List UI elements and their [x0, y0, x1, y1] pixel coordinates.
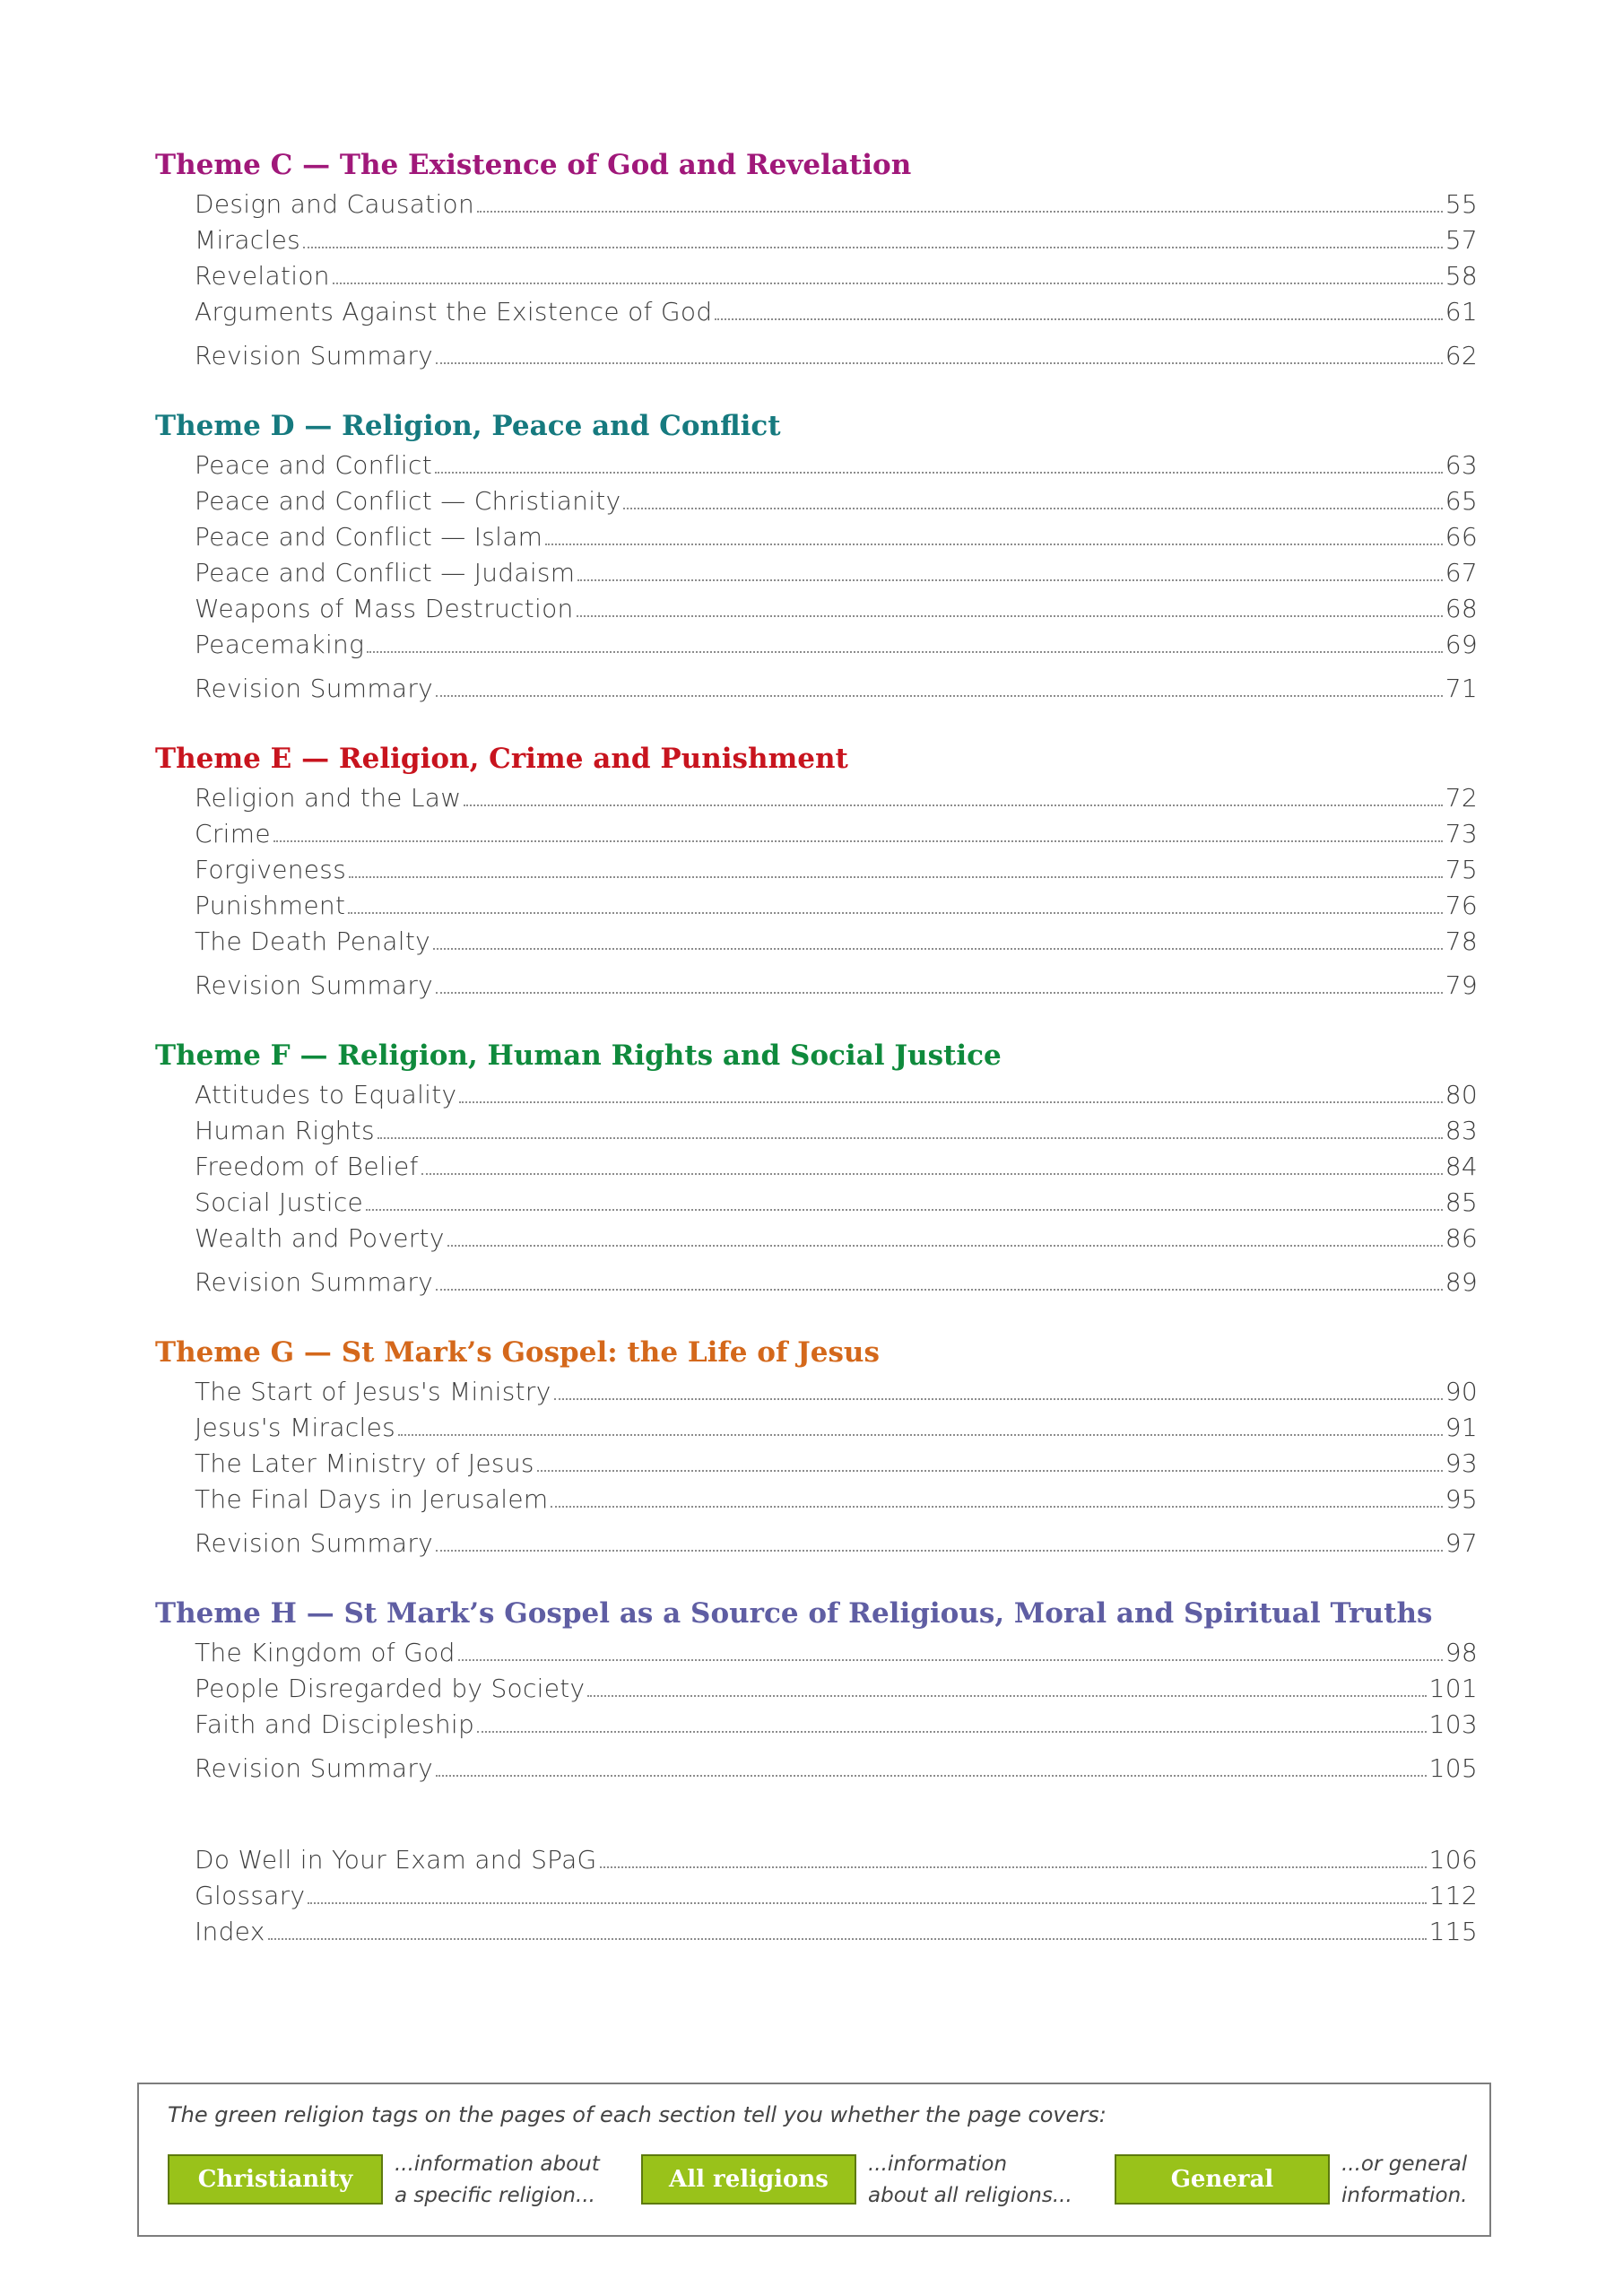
- theme-section: [155, 1331, 1478, 1561]
- contents-entry[interactable]: [195, 852, 1478, 888]
- page-number: 93: [1445, 1448, 1478, 1478]
- entry-title: Revision Summary: [195, 674, 434, 703]
- theme-heading[interactable]: Theme E — Religion, Crime and Punishment: [155, 743, 848, 775]
- contents-entry[interactable]: [195, 258, 1478, 294]
- page-number: 84: [1445, 1152, 1478, 1181]
- page-number: 58: [1445, 261, 1478, 291]
- page-number: 91: [1445, 1413, 1478, 1442]
- contents-entry[interactable]: [195, 448, 1478, 483]
- dot-leader: [367, 651, 1443, 653]
- contents-entry[interactable]: [195, 627, 1478, 663]
- tag-all-religions-description: ...information about all religions...: [868, 2152, 1072, 2207]
- tag-general: General: [1115, 2154, 1330, 2205]
- theme-heading[interactable]: Theme H — St Mark’s Gospel as a Source of Religious, Moral and Spiritual Truths: [155, 1597, 1433, 1630]
- entry-title: Faith and Discipleship: [195, 1709, 475, 1739]
- contents-entry[interactable]: [195, 1374, 1478, 1410]
- revision-summary-entry[interactable]: [195, 338, 1478, 374]
- contents-entry[interactable]: [195, 780, 1478, 816]
- tag-general-description: ...or general information.: [1341, 2152, 1468, 2207]
- revision-summary-entry[interactable]: [195, 671, 1478, 707]
- dot-leader: [554, 1398, 1443, 1400]
- dot-leader: [600, 1866, 1427, 1868]
- dot-leader: [545, 544, 1443, 545]
- entry-title: People Disregarded by Society: [195, 1674, 586, 1703]
- entry-title: Freedom of Belief: [195, 1152, 419, 1181]
- page-number: 61: [1445, 297, 1478, 326]
- entry-title: The Later Ministry of Jesus: [195, 1448, 534, 1478]
- theme-heading[interactable]: Theme D — Religion, Peace and Conflict: [155, 410, 781, 442]
- revision-summary-entry[interactable]: [195, 1265, 1478, 1300]
- page-number: 98: [1445, 1638, 1478, 1667]
- entry-title: Revision Summary: [195, 341, 434, 370]
- entry-title: Forgiveness: [195, 855, 347, 884]
- revision-summary-entry[interactable]: [195, 1526, 1478, 1561]
- entry-title: Human Rights: [195, 1116, 375, 1145]
- entry-title: Punishment: [195, 891, 346, 920]
- entry-title: The Kingdom of God: [195, 1638, 456, 1667]
- page-number: 55: [1445, 189, 1478, 219]
- dot-leader: [398, 1434, 1443, 1436]
- table-of-contents: [155, 144, 1478, 1950]
- entry-title: The Death Penalty: [195, 926, 430, 956]
- dot-leader: [464, 804, 1442, 806]
- entry-title: Revision Summary: [195, 1528, 434, 1558]
- dot-leader: [477, 1731, 1427, 1733]
- entry-title: Social Justice: [195, 1187, 364, 1217]
- entry-title: Revision Summary: [195, 970, 434, 1000]
- entry-title: Peace and Conflict: [195, 450, 432, 480]
- tag-christianity: Christianity: [168, 2154, 383, 2205]
- entry-title: Religion and the Law: [195, 783, 462, 813]
- page-number: 95: [1445, 1484, 1478, 1514]
- entry-title: Miracles: [195, 225, 300, 255]
- page-number: 79: [1445, 970, 1478, 1000]
- entry-title: Do Well in Your Exam and SPaG: [195, 1845, 597, 1874]
- dot-leader: [458, 1659, 1443, 1661]
- entry-title: Attitudes to Equality: [195, 1080, 457, 1109]
- entry-title: The Start of Jesus's Ministry: [195, 1377, 551, 1406]
- contents-entry[interactable]: [195, 888, 1478, 924]
- theme-list: [155, 144, 1478, 1787]
- dot-leader: [308, 1902, 1426, 1904]
- dot-leader: [303, 247, 1443, 248]
- page-number: 73: [1445, 819, 1478, 848]
- contents-entry[interactable]: [195, 1878, 1478, 1914]
- page-number: 78: [1445, 926, 1478, 956]
- extras-list: [155, 1842, 1478, 1950]
- dot-leader: [273, 840, 1443, 842]
- tag-all-religions: All religions: [641, 2154, 856, 2205]
- page-number: 80: [1445, 1080, 1478, 1109]
- theme-section: [155, 737, 1478, 1004]
- entry-title: Revision Summary: [195, 1753, 434, 1783]
- dot-leader: [436, 1289, 1443, 1291]
- entry-title: Jesus's Miracles: [195, 1413, 395, 1442]
- dot-leader: [436, 362, 1443, 364]
- contents-entry[interactable]: [195, 483, 1478, 519]
- dot-leader: [421, 1173, 1443, 1175]
- contents-entry[interactable]: [195, 1446, 1478, 1482]
- religion-tags-legend: [137, 2083, 1491, 2237]
- dot-leader: [459, 1101, 1442, 1103]
- page-number: 75: [1445, 855, 1478, 884]
- dot-leader: [348, 912, 1443, 914]
- dot-leader: [577, 579, 1442, 581]
- dot-leader: [436, 695, 1443, 697]
- page-number: 76: [1445, 891, 1478, 920]
- entry-title: Weapons of Mass Destruction: [195, 594, 574, 623]
- contents-entry[interactable]: [195, 187, 1478, 222]
- contents-entry[interactable]: [195, 1410, 1478, 1446]
- contents-entry[interactable]: [195, 294, 1478, 330]
- page-number: 90: [1445, 1377, 1478, 1406]
- contents-entry[interactable]: [195, 222, 1478, 258]
- page-number: 86: [1445, 1223, 1478, 1253]
- page-number: 85: [1445, 1187, 1478, 1217]
- entry-title: Glossary: [195, 1881, 306, 1910]
- theme-heading[interactable]: Theme G — St Mark’s Gospel: the Life of Jesus: [155, 1336, 880, 1369]
- contents-entry[interactable]: [195, 1914, 1478, 1950]
- dot-leader: [378, 1137, 1443, 1139]
- dot-leader: [435, 472, 1443, 474]
- contents-entry[interactable]: [195, 1635, 1478, 1671]
- contents-entry[interactable]: [195, 591, 1478, 627]
- contents-entry[interactable]: [195, 1113, 1478, 1149]
- dot-leader: [623, 508, 1442, 509]
- theme-section: [155, 1592, 1478, 1787]
- page-number: 72: [1445, 783, 1478, 813]
- contents-entry[interactable]: [195, 1185, 1478, 1221]
- page-number: 62: [1445, 341, 1478, 370]
- page-number: 89: [1445, 1267, 1478, 1297]
- contents-entry[interactable]: [195, 1221, 1478, 1257]
- page-number: 69: [1445, 630, 1478, 659]
- contents-entry[interactable]: [195, 1842, 1478, 1878]
- theme-heading[interactable]: Theme C — The Existence of God and Revelation: [155, 149, 912, 181]
- page-number: 106: [1428, 1845, 1478, 1874]
- dot-leader: [477, 211, 1443, 213]
- dot-leader: [436, 1550, 1443, 1552]
- dot-leader: [366, 1209, 1443, 1211]
- page-number: 67: [1445, 558, 1478, 587]
- page-number: 97: [1445, 1528, 1478, 1558]
- page-number: 105: [1428, 1753, 1478, 1783]
- dot-leader: [433, 948, 1443, 950]
- legend-intro: The green religion tags on the pages of each section tell you whether the page covers:: [168, 2102, 1107, 2127]
- page-number: 103: [1428, 1709, 1478, 1739]
- theme-section: [155, 144, 1478, 374]
- dot-leader: [436, 992, 1443, 994]
- contents-entry[interactable]: [195, 924, 1478, 960]
- contents-entry[interactable]: [195, 1707, 1478, 1743]
- entry-title: Peace and Conflict — Christianity: [195, 486, 621, 516]
- entry-title: Crime: [195, 819, 271, 848]
- dot-leader: [715, 318, 1442, 320]
- entry-title: Revelation: [195, 261, 330, 291]
- contents-entry[interactable]: [195, 1077, 1478, 1113]
- page-number: 115: [1428, 1917, 1478, 1946]
- page-number: 112: [1428, 1881, 1478, 1910]
- entry-title: Index: [195, 1917, 265, 1946]
- dot-leader: [349, 876, 1443, 878]
- contents-entry[interactable]: [195, 519, 1478, 555]
- page-number: 57: [1445, 225, 1478, 255]
- dot-leader: [537, 1470, 1443, 1472]
- theme-section: [155, 1034, 1478, 1300]
- revision-summary-entry[interactable]: [195, 1751, 1478, 1787]
- dot-leader: [268, 1938, 1427, 1940]
- dot-leader: [447, 1245, 1443, 1247]
- page-number: 101: [1428, 1674, 1478, 1703]
- entry-title: The Final Days in Jerusalem: [195, 1484, 549, 1514]
- dot-leader: [587, 1695, 1426, 1697]
- entry-title: Design and Causation: [195, 189, 475, 219]
- entry-title: Peace and Conflict — Islam: [195, 522, 543, 552]
- entry-title: Wealth and Poverty: [195, 1223, 445, 1253]
- contents-entry[interactable]: [195, 1671, 1478, 1707]
- dot-leader: [436, 1775, 1427, 1777]
- dot-leader: [577, 615, 1443, 617]
- entry-title: Peace and Conflict — Judaism: [195, 558, 576, 587]
- contents-entry[interactable]: [195, 1149, 1478, 1185]
- theme-section: [155, 404, 1478, 707]
- page-number: 68: [1445, 594, 1478, 623]
- contents-entry[interactable]: [195, 816, 1478, 852]
- theme-heading[interactable]: Theme F — Religion, Human Rights and Social Justice: [155, 1039, 1002, 1072]
- page-number: 71: [1445, 674, 1478, 703]
- entry-title: Revision Summary: [195, 1267, 434, 1297]
- contents-entry[interactable]: [195, 555, 1478, 591]
- dot-leader: [551, 1506, 1442, 1508]
- page-number: 83: [1445, 1116, 1478, 1145]
- contents-entry[interactable]: [195, 1482, 1478, 1518]
- tag-christianity-description: ...information about a specific religion...: [395, 2152, 600, 2207]
- dot-leader: [333, 283, 1443, 284]
- entry-title: Arguments Against the Existence of God: [195, 297, 713, 326]
- page-number: 66: [1445, 522, 1478, 552]
- entry-title: Peacemaking: [195, 630, 365, 659]
- page-number: 65: [1445, 486, 1478, 516]
- page-number: 63: [1445, 450, 1478, 480]
- revision-summary-entry[interactable]: [195, 968, 1478, 1004]
